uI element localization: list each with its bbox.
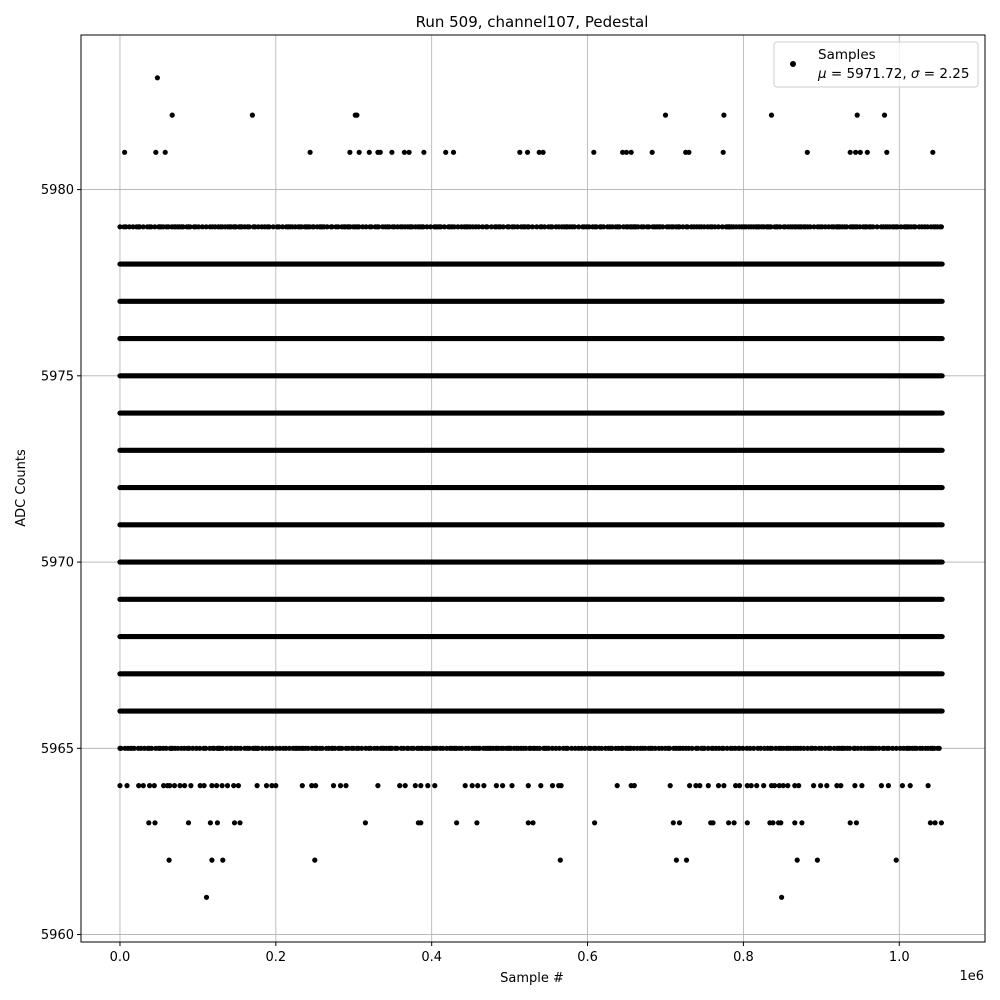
- data-point: [463, 783, 468, 788]
- data-point: [818, 783, 823, 788]
- data-point: [338, 783, 343, 788]
- data-point: [558, 858, 563, 863]
- data-point: [710, 820, 715, 825]
- data-point: [884, 150, 889, 155]
- data-point: [124, 783, 129, 788]
- x-axis-label: Sample #: [500, 971, 564, 986]
- data-point: [122, 150, 127, 155]
- data-point: [209, 858, 214, 863]
- data-point: [930, 150, 935, 155]
- legend-series-name: Samples: [818, 47, 876, 63]
- data-point: [209, 783, 214, 788]
- data-point: [879, 783, 884, 788]
- data-point: [182, 783, 187, 788]
- data-point: [509, 783, 514, 788]
- data-point: [848, 820, 853, 825]
- x-axis-scale-label: 1e6: [959, 969, 984, 984]
- data-point: [526, 820, 531, 825]
- data-point: [796, 783, 801, 788]
- data-point: [908, 783, 913, 788]
- data-point: [343, 783, 348, 788]
- data-point: [848, 150, 853, 155]
- data-point: [202, 783, 207, 788]
- data-point: [407, 150, 412, 155]
- data-point: [188, 783, 193, 788]
- x-tick-label: 0.4: [421, 950, 443, 965]
- data-point: [357, 150, 362, 155]
- data-point: [559, 783, 564, 788]
- data-point: [677, 820, 682, 825]
- data-point: [781, 783, 786, 788]
- data-point: [225, 783, 230, 788]
- data-point: [754, 783, 759, 788]
- data-point: [882, 113, 887, 118]
- data-point: [684, 858, 689, 863]
- data-point: [146, 820, 151, 825]
- data-point: [117, 783, 122, 788]
- legend-mu-value: = 5971.72,: [826, 66, 911, 82]
- data-point: [413, 783, 418, 788]
- data-point: [749, 783, 754, 788]
- data-point: [726, 820, 731, 825]
- data-point: [500, 783, 505, 788]
- data-point: [697, 783, 702, 788]
- y-tick-label: 5965: [40, 741, 74, 757]
- data-point: [331, 783, 336, 788]
- data-point: [769, 113, 774, 118]
- data-point: [451, 150, 456, 155]
- legend-marker: [790, 61, 796, 67]
- legend-sigma-value: = 2.25: [919, 66, 970, 82]
- data-point: [255, 783, 260, 788]
- data-point: [526, 783, 531, 788]
- data-point: [795, 858, 800, 863]
- data-point: [732, 820, 737, 825]
- data-point: [474, 820, 479, 825]
- data-point: [312, 858, 317, 863]
- data-point: [454, 820, 459, 825]
- data-point: [153, 150, 158, 155]
- y-tick-label: 5980: [40, 183, 74, 199]
- data-point: [204, 895, 209, 900]
- data-point: [389, 150, 394, 155]
- data-point: [418, 783, 423, 788]
- data-point: [418, 820, 423, 825]
- data-point: [591, 150, 596, 155]
- data-point: [186, 820, 191, 825]
- data-point: [136, 783, 141, 788]
- data-point: [706, 783, 711, 788]
- data-point: [215, 820, 220, 825]
- data-point: [208, 820, 213, 825]
- data-point: [737, 783, 742, 788]
- data-point: [214, 783, 219, 788]
- data-point: [838, 783, 843, 788]
- data-point: [363, 820, 368, 825]
- data-point: [779, 895, 784, 900]
- data-point: [785, 783, 790, 788]
- data-point: [745, 820, 750, 825]
- data-point: [770, 820, 775, 825]
- data-point: [152, 783, 157, 788]
- data-point: [668, 783, 673, 788]
- data-point: [525, 150, 530, 155]
- data-point: [167, 858, 172, 863]
- data-point: [403, 783, 408, 788]
- data-point: [425, 783, 430, 788]
- data-point: [163, 150, 168, 155]
- data-point: [397, 783, 402, 788]
- data-point: [167, 783, 172, 788]
- data-point: [541, 150, 546, 155]
- data-point: [859, 783, 864, 788]
- data-point: [347, 150, 352, 155]
- data-point: [538, 783, 543, 788]
- data-point: [937, 746, 942, 751]
- legend-statistics: [817, 66, 969, 82]
- data-point: [264, 783, 269, 788]
- data-point: [375, 783, 380, 788]
- data-point: [550, 783, 555, 788]
- data-point: [716, 783, 721, 788]
- data-point: [152, 820, 157, 825]
- data-point: [792, 820, 797, 825]
- data-point: [629, 150, 634, 155]
- data-point: [220, 783, 225, 788]
- data-point: [721, 150, 726, 155]
- chart-title: Run 509, channel107, Pedestal: [415, 13, 649, 31]
- data-point: [402, 150, 407, 155]
- data-point: [354, 113, 359, 118]
- data-point: [170, 113, 175, 118]
- data-point: [687, 783, 692, 788]
- data-point: [686, 150, 691, 155]
- data-point: [933, 820, 938, 825]
- data-point: [624, 150, 629, 155]
- data-point: [237, 820, 242, 825]
- data-point: [650, 150, 655, 155]
- data-point: [865, 150, 870, 155]
- x-tick-label: 1.0: [888, 950, 910, 965]
- data-point: [824, 783, 829, 788]
- data-point: [674, 858, 679, 863]
- x-tick-label: 0.0: [109, 950, 131, 965]
- y-tick-label: 5970: [40, 555, 74, 571]
- data-point: [939, 820, 944, 825]
- data-point: [778, 820, 783, 825]
- data-point: [155, 75, 160, 80]
- x-tick-label: 0.2: [265, 950, 287, 965]
- data-point: [432, 783, 437, 788]
- data-point: [721, 113, 726, 118]
- data-point: [313, 783, 318, 788]
- data-point: [494, 783, 499, 788]
- data-point: [220, 858, 225, 863]
- data-point: [886, 783, 891, 788]
- data-point: [231, 783, 236, 788]
- y-tick-label: 5960: [40, 928, 74, 944]
- data-point: [378, 150, 383, 155]
- data-point: [805, 150, 810, 155]
- data-point: [858, 150, 863, 155]
- data-point: [232, 820, 237, 825]
- data-point: [421, 150, 426, 155]
- data-point: [443, 150, 448, 155]
- data-point: [761, 783, 766, 788]
- data-point: [517, 150, 522, 155]
- data-point: [236, 783, 241, 788]
- data-point: [811, 783, 816, 788]
- x-tick-label: 0.8: [733, 950, 754, 965]
- data-point: [928, 820, 933, 825]
- data-point: [172, 783, 177, 788]
- data-point: [308, 150, 313, 155]
- data-point: [939, 224, 944, 229]
- legend-sigma-symbol: σ: [910, 66, 920, 82]
- data-point: [367, 150, 372, 155]
- data-point: [530, 820, 535, 825]
- data-point: [854, 820, 859, 825]
- data-point: [250, 113, 255, 118]
- legend: [774, 42, 978, 87]
- data-point: [855, 113, 860, 118]
- data-point: [475, 783, 480, 788]
- data-point: [273, 783, 278, 788]
- data-point: [300, 783, 305, 788]
- y-axis-label: ADC Counts: [14, 449, 29, 527]
- data-point: [177, 783, 182, 788]
- y-tick-label: 5975: [40, 369, 74, 385]
- data-point: [663, 113, 668, 118]
- data-point: [141, 783, 146, 788]
- data-point: [926, 783, 931, 788]
- data-point: [721, 783, 726, 788]
- data-point: [470, 783, 475, 788]
- x-tick-label: 0.6: [577, 950, 598, 965]
- data-point: [815, 858, 820, 863]
- data-point: [894, 858, 899, 863]
- data-point: [592, 820, 597, 825]
- legend-mu-symbol: μ: [818, 66, 827, 82]
- data-point: [772, 783, 777, 788]
- data-point: [632, 783, 637, 788]
- data-point: [147, 783, 152, 788]
- data-point: [799, 820, 804, 825]
- data-point: [615, 783, 620, 788]
- data-point: [852, 783, 857, 788]
- data-point: [900, 783, 905, 788]
- data-point: [481, 783, 486, 788]
- data-point: [853, 150, 858, 155]
- data-point: [671, 820, 676, 825]
